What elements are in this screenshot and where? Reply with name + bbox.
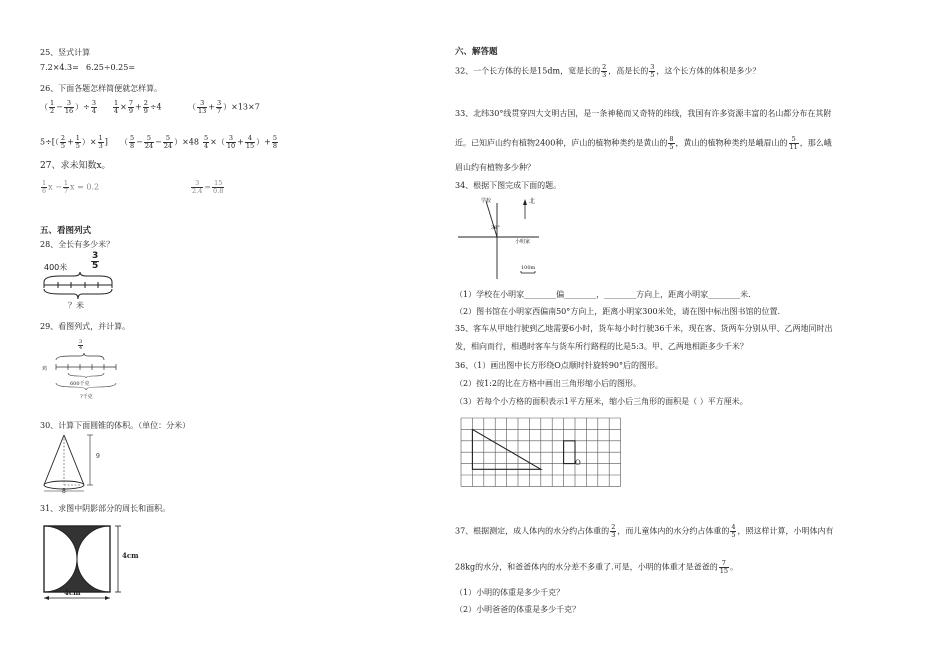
q36-point-o: O xyxy=(575,459,581,467)
q30-cone-diagram xyxy=(40,433,120,493)
q36-grid-figure xyxy=(461,418,631,498)
q26-expr-2: $\frac{1}{4}$ × $\frac{7}{9}$ + $\frac{2}{9}$ ÷4 xyxy=(114,99,162,115)
q26-expr-5: （ $\frac{5}{8}$ − $\frac{5}{24}$ − $\frac{5}{24}$ ）×48 xyxy=(120,134,199,150)
q27-equation-2: $\frac{3}{2.4}$ = $\frac{15}{0.8}$ xyxy=(192,179,224,195)
q36-sub-3: （3）若每个小方格的面积表示1平方厘米，缩小后三角形的面积是（ ）平方厘米。 xyxy=(455,397,748,406)
q34-scale-label: 100m xyxy=(521,265,536,271)
q29-label-mid: 600千克 xyxy=(70,381,90,387)
q26-expr-1: （ $\frac{1}{2}$ − $\frac{3}{16}$ ）÷ $\frac{3}{4}$ xyxy=(40,99,96,115)
q34-title: 34、根据下图完成下面的题。 xyxy=(455,181,562,190)
q34-angle-label: 30° xyxy=(491,225,500,231)
q31-title: 31、求图中阴影部分的周长和面积。 xyxy=(40,504,171,513)
q34-direction-map xyxy=(455,193,555,283)
q28-line-diagram xyxy=(40,272,120,302)
q33-line-2: 近。已知庐山约有植物2400种，庐山的植物种类约是黄山的 $\frac{8}{5}$ ，黄山的植物种类约是峨眉山的 $\frac{5}{11}$ ，那么峨 xyxy=(455,135,832,151)
q34-north-label: 北 xyxy=(529,198,536,205)
q27-equation-1: $\frac{1}{6}$ x − $\frac{1}{7}$ x = 0.2 xyxy=(42,179,100,195)
q28-label-400m: 400米 xyxy=(44,263,68,272)
q30-height-label: 9 xyxy=(96,453,100,460)
q34-sub-1: （1）学校在小明家________偏________，________方向上，距离小明家________米. xyxy=(455,290,751,299)
section-5-heading: 五、看图列式 xyxy=(40,226,92,236)
q29-label-left: 鸡 xyxy=(42,366,48,372)
q37-sub-1: （1）小明的体重是多少千克？ xyxy=(455,588,565,597)
q29-fraction: $\frac{3}{4}$ xyxy=(79,339,83,351)
q35-line-2: 发，相向而行，相遇时客车与货车所行路程的比是5:3。甲、乙两地相距多少千米？ xyxy=(455,342,748,351)
q27-title: 27、求未知数x。 xyxy=(40,161,111,171)
q35-line-1: 35、客车从甲地行驶到乙地需要6小时，货车每小时行驶36千米，现在客、货两车分别从甲、乙两地同时出 xyxy=(455,324,833,333)
q36-sub-2: （2）按1:2的比在方格中画出三角形缩小后的图形。 xyxy=(455,379,641,388)
q37-line-2: 28kg的水分，和爸爸体内的水分差不多重了.可是，小明的体重才是爸爸的 $\frac{7}{15}$ 。 xyxy=(455,559,738,575)
q30-title: 30、计算下面圆锥的体积。（单位：分米） xyxy=(40,421,191,430)
q29-label-bottom: ?千克 xyxy=(80,394,93,400)
q31-side-label: 4cm xyxy=(122,551,139,560)
q26-expr-4: 5÷[（ $\frac{2}{5}$ + $\frac{1}{5}$ ）× $\frac{1}{3}$ ] xyxy=(40,134,108,150)
q28-title: 28、全长有多少米？ xyxy=(40,240,115,249)
q30-diameter-label: 8 xyxy=(62,488,66,495)
q33-line-3: 眉山约有植物多少种？ xyxy=(455,163,535,172)
q34-sub-2: （2）图书馆在小明家西偏南50°方向上，距离小明家300米处，请在图中标出图书馆的位置. xyxy=(455,307,781,316)
q28-fraction: $\frac{3}{5}$ xyxy=(92,251,99,271)
q31-bottom-label: 4cm xyxy=(64,588,81,597)
q25-title: 25、竖式计算 xyxy=(40,48,91,57)
q32-text: 32、一个长方体的长是15dm，宽是长的 $\frac{2}{3}$ ，高是长的 $\frac{3}{5}$ ，这个长方体的体积是多少？ xyxy=(455,63,761,79)
q26-title: 26、下面各题怎样简便就怎样算。 xyxy=(40,84,163,93)
q36-sub-1: 36、（1）画出图中长方形绕O点顺时针旋转90°后的图形。 xyxy=(455,361,664,370)
q26-expr-3: （ $\frac{3}{13}$ + $\frac{3}{7}$ ）×13×7 xyxy=(188,99,260,115)
q26-expr-6: $\frac{5}{4}$ ×（ $\frac{3}{10}$ + $\frac{4}{15}$ ）+ $\frac{5}{8}$ xyxy=(204,134,277,150)
section-6-heading: 六、解答题 xyxy=(455,47,498,57)
q25-item-1: 7.2×4.3= xyxy=(40,63,79,72)
q37-sub-2: （2）小明爸爸的体重是多少千克？ xyxy=(455,605,581,614)
q31-shaded-figure xyxy=(40,522,130,600)
q28-label-unknown: ？米 xyxy=(68,301,84,310)
q37-line-1: 37、根据测定，成人体内的水分约占体重的 $\frac{2}{3}$ ，而儿童体内的水分约占体重的 $\frac{4}{5}$ ，照这样计算，小明体内有 xyxy=(455,523,834,539)
q29-title: 29、看图列式，并计算。 xyxy=(40,322,131,331)
q25-item-2: 6.25÷0.25= xyxy=(86,63,136,72)
q34-school-label: 学校 xyxy=(481,198,492,204)
q29-line-diagram xyxy=(50,350,130,395)
q34-home-label: 小明家 xyxy=(515,239,531,245)
q33-line-1: 33、北纬30°线贯穿四大文明古国，是一条神秘而又奇特的纬线，我国有许多资源丰富的名山都分布在其附 xyxy=(455,109,832,118)
